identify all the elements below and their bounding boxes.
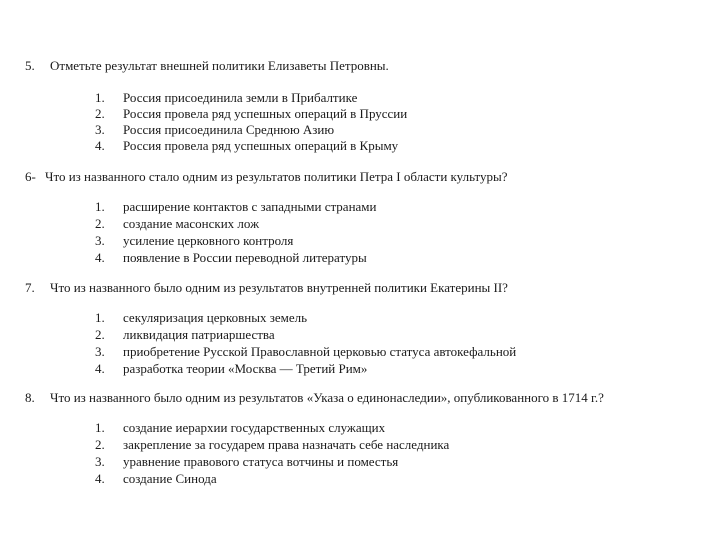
option-text: появление в России переводной литературы [123, 250, 367, 265]
option-text: ликвидация патриаршества [123, 327, 275, 342]
question-8 [25, 390, 715, 406]
question-text: Отметьте результат внешней политики Елизаветы Петровны. [50, 58, 389, 73]
option-number: 4. [95, 361, 105, 376]
option-text: создание Синода [123, 471, 217, 486]
question-number: 7. [25, 280, 35, 295]
question-5 [25, 58, 715, 74]
option-text: разработка теории «Москва — Третий Рим» [123, 361, 368, 376]
question-text: Что из названного стало одним из результатов политики Петра I области культуры? [45, 169, 508, 184]
question-7 [25, 280, 715, 296]
option-number: 1. [95, 420, 105, 435]
option-number: 4. [95, 471, 105, 486]
question-number: 8. [25, 390, 35, 405]
option-number: 2. [95, 437, 105, 452]
option-text: Россия присоединила Среднюю Азию [123, 122, 335, 137]
option-text: приобретение Русской Православной церковью статуса автокефальной [123, 344, 517, 359]
question-6 [25, 169, 715, 185]
question-text: Что из названного было одним из результатов «Указа о единонаследии», опубликованного в 1714 г.? [50, 390, 604, 405]
option-text: усиление церковного контроля [123, 233, 294, 248]
question-number: 5. [25, 58, 35, 73]
option-number: 1. [95, 90, 105, 105]
option-text: создание иерархии государственных служащих [123, 420, 386, 435]
option-number: 2. [95, 106, 105, 121]
option-number: 1. [95, 310, 105, 325]
question-number: 6- [25, 169, 36, 184]
option-number: 3. [95, 344, 105, 359]
option-text: закрепление за государем права назначать себе наследника [123, 437, 450, 452]
option-text: расширение контактов с западными странами [123, 199, 377, 214]
option-number: 4. [95, 138, 105, 153]
option-text: Россия провела ряд успешных операций в Пруссии [123, 106, 408, 121]
option-number: 3. [95, 454, 105, 469]
option-text: Россия провела ряд успешных операций в Крыму [123, 138, 399, 153]
option-text: уравнение правового статуса вотчины и поместья [123, 454, 399, 469]
option-number: 4. [95, 250, 105, 265]
option-number: 2. [95, 216, 105, 231]
option-number: 3. [95, 122, 105, 137]
option-text: секуляризация церковных земель [123, 310, 308, 325]
option-number: 1. [95, 199, 105, 214]
option-text: Россия присоединила земли в Прибалтике [123, 90, 358, 105]
question-text: Что из названного было одним из результатов внутренней политики Екатерины II? [50, 280, 508, 295]
option-number: 2. [95, 327, 105, 342]
option-text: создание масонских лож [123, 216, 260, 231]
option-number: 3. [95, 233, 105, 248]
